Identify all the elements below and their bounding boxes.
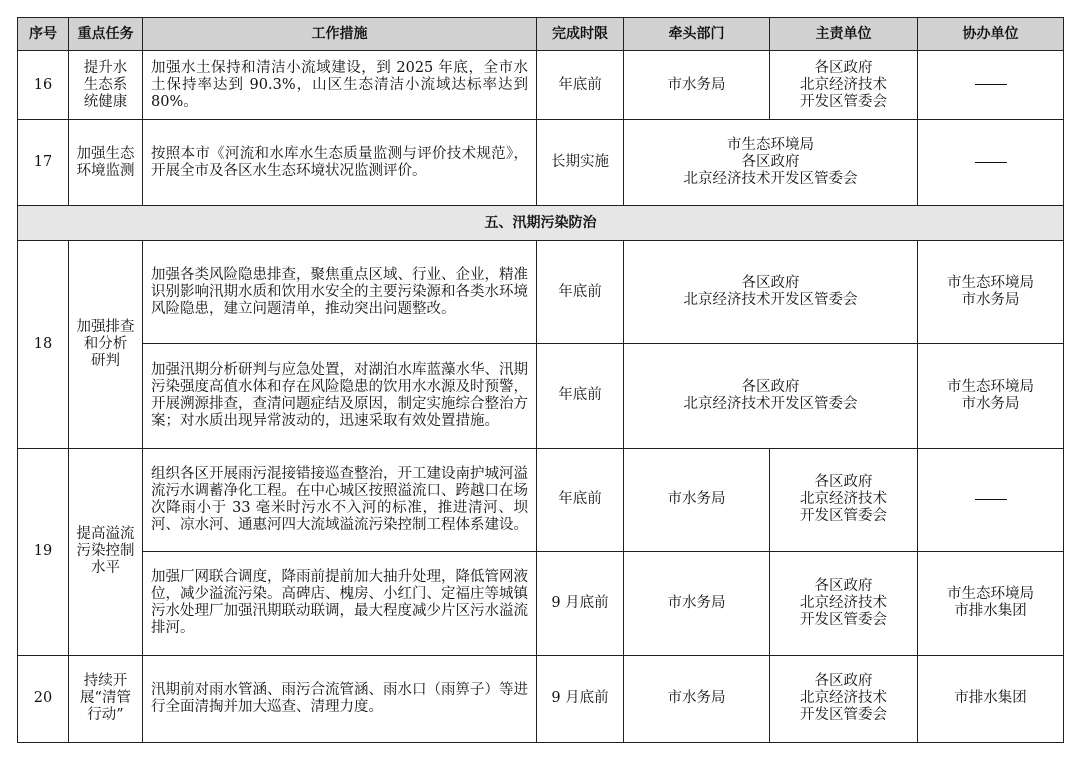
task-line: 和分析 (83, 335, 128, 352)
row-assist: 市排水集团 (918, 655, 1064, 742)
task-line: 持续开 (83, 673, 128, 690)
task-line: 加强生态 (76, 145, 135, 162)
lead-main-line: 北京经济技术开发区管委会 (683, 395, 858, 412)
assist-line: 市水务局 (961, 292, 1020, 309)
row-main (770, 655, 918, 742)
task-line: 加强排查 (76, 318, 135, 335)
assist-line: 市水务局 (961, 395, 1020, 412)
main-line: 北京经济技术 (800, 491, 887, 508)
row-task (69, 448, 143, 655)
task-line: 水平 (91, 560, 120, 577)
row-seq: 20 (18, 655, 69, 742)
row-task (69, 120, 143, 206)
row-deadline: 9 月底前 (537, 655, 624, 742)
row-seq: 16 (18, 51, 69, 120)
table-row (18, 51, 1064, 120)
task-line: 展“清管 (80, 690, 131, 707)
row-deadline: 年底前 (537, 51, 624, 120)
main-line: 开发区管委会 (800, 508, 887, 525)
row-main (770, 448, 918, 551)
main-line: 北京经济技术 (800, 594, 887, 611)
row-lead: 市水务局 (624, 448, 770, 551)
main-line: 开发区管委会 (800, 93, 887, 110)
table-row (18, 241, 1064, 344)
row-seq: 18 (18, 241, 69, 448)
row-measure: 加强厂网联合调度，降雨前提前加大抽升处理，降低管网液位，减少溢流污染。高碑店、槐房、小红门、定福庄等城镇污水处理厂加强汛期联动联调，最大程度减少片区污水溢流排河。 (143, 551, 537, 655)
dash-mark (975, 499, 1007, 500)
table-row (18, 344, 1064, 448)
row-seq: 17 (18, 120, 69, 206)
row-assist (918, 51, 1064, 120)
lead-main-line: 北京经济技术开发区管委会 (683, 292, 858, 309)
row-task (69, 241, 143, 448)
assist-line: 市生态环境局 (947, 275, 1034, 292)
header-task: 重点任务 (69, 18, 143, 51)
main-line: 各区政府 (814, 474, 873, 491)
row-main (770, 551, 918, 655)
table-row (18, 448, 1064, 551)
row-measure: 加强水土保持和清洁小流域建设，到 2025 年底，全市水土保持率达到 90.3%，山区生态清洁小流域达标率达到 80%。 (143, 51, 537, 120)
header-seq: 序号 (18, 18, 69, 51)
dash-mark (975, 162, 1007, 163)
section-row (18, 206, 1064, 241)
row-assist (918, 120, 1064, 206)
row-lead: 市水务局 (624, 551, 770, 655)
main-line: 北京经济技术 (800, 690, 887, 707)
task-line: 研判 (91, 352, 120, 369)
row-lead-main (624, 120, 918, 206)
dash-mark (975, 84, 1007, 85)
lead-main-line: 北京经济技术开发区管委会 (683, 171, 858, 188)
header-deadline: 完成时限 (537, 18, 624, 51)
task-line: 行动” (87, 707, 124, 724)
header-assist: 协办单位 (918, 18, 1064, 51)
header-measure: 工作措施 (143, 18, 537, 51)
row-lead-main (624, 241, 918, 344)
header-row (18, 18, 1064, 51)
task-line: 污染控制 (76, 543, 135, 560)
assist-line: 市生态环境局 (947, 378, 1034, 395)
row-deadline: 年底前 (537, 344, 624, 448)
row-task (69, 655, 143, 742)
header-main: 主责单位 (770, 18, 918, 51)
table-row (18, 120, 1064, 206)
row-assist (918, 344, 1064, 448)
row-deadline: 9 月底前 (537, 551, 624, 655)
row-task (69, 51, 143, 120)
assist-line: 市生态环境局 (947, 586, 1034, 603)
task-table (17, 17, 1064, 743)
row-main (770, 51, 918, 120)
task-line: 统健康 (83, 93, 128, 110)
row-deadline: 年底前 (537, 241, 624, 344)
row-measure: 加强汛期分析研判与应急处置，对湖泊水库蓝藻水华、汛期污染强度高值水体和存在风险隐患的饮用水水源及时预警，开展溯源排查，查清问题症结及原因，制定实施综合整治方案；对水质出现异常波动的，迅速采取有效处置措施。 (143, 344, 537, 448)
lead-main-line: 各区政府 (741, 378, 800, 395)
main-line: 各区政府 (814, 577, 873, 594)
row-deadline: 年底前 (537, 448, 624, 551)
main-line: 各区政府 (814, 673, 873, 690)
row-measure: 加强各类风险隐患排查，聚焦重点区域、行业、企业，精准识别影响汛期水质和饮用水安全的主要污染源和各类水环境风险隐患，建立问题清单，推动突出问题整改。 (143, 241, 537, 344)
assist-line: 市排水集团 (954, 603, 1027, 620)
task-line: 提高溢流 (76, 526, 135, 543)
table-row (18, 551, 1064, 655)
main-line: 开发区管委会 (800, 611, 887, 628)
row-lead: 市水务局 (624, 51, 770, 120)
task-line: 提升水 (83, 59, 128, 76)
row-lead-main (624, 344, 918, 448)
row-assist (918, 241, 1064, 344)
section-title: 五、汛期污染防治 (18, 206, 1064, 241)
row-measure: 汛期前对雨水管涵、雨污合流管涵、雨水口（雨箅子）等进行全面清掏并加大巡查、清理力度。 (143, 655, 537, 742)
row-measure: 组织各区开展雨污混接错接巡查整治，开工建设南护城河溢流污水调蓄净化工程。在中心城区按照溢流口、跨越口在场次降雨小于 33 毫米时污水不入河的标准，推进清河、坝河、凉水河、通惠河四大流域溢流污染控制工程体系建设。 (143, 448, 537, 551)
task-line: 生态系 (83, 76, 128, 93)
task-line: 环境监测 (76, 162, 135, 179)
lead-main-line: 各区政府 (741, 154, 800, 171)
lead-main-line: 各区政府 (741, 275, 800, 292)
header-lead: 牵头部门 (624, 18, 770, 51)
row-lead: 市水务局 (624, 655, 770, 742)
row-measure: 按照本市《河流和水库水生态质量监测与评价技术规范》，开展全市及各区水生态环境状况监测评价。 (143, 120, 537, 206)
lead-main-line: 市生态环境局 (727, 137, 814, 154)
row-seq: 19 (18, 448, 69, 655)
row-deadline: 长期实施 (537, 120, 624, 206)
row-assist (918, 448, 1064, 551)
main-line: 各区政府 (814, 59, 873, 76)
main-line: 北京经济技术 (800, 76, 887, 93)
main-line: 开发区管委会 (800, 707, 887, 724)
row-assist (918, 551, 1064, 655)
table-row (18, 655, 1064, 742)
